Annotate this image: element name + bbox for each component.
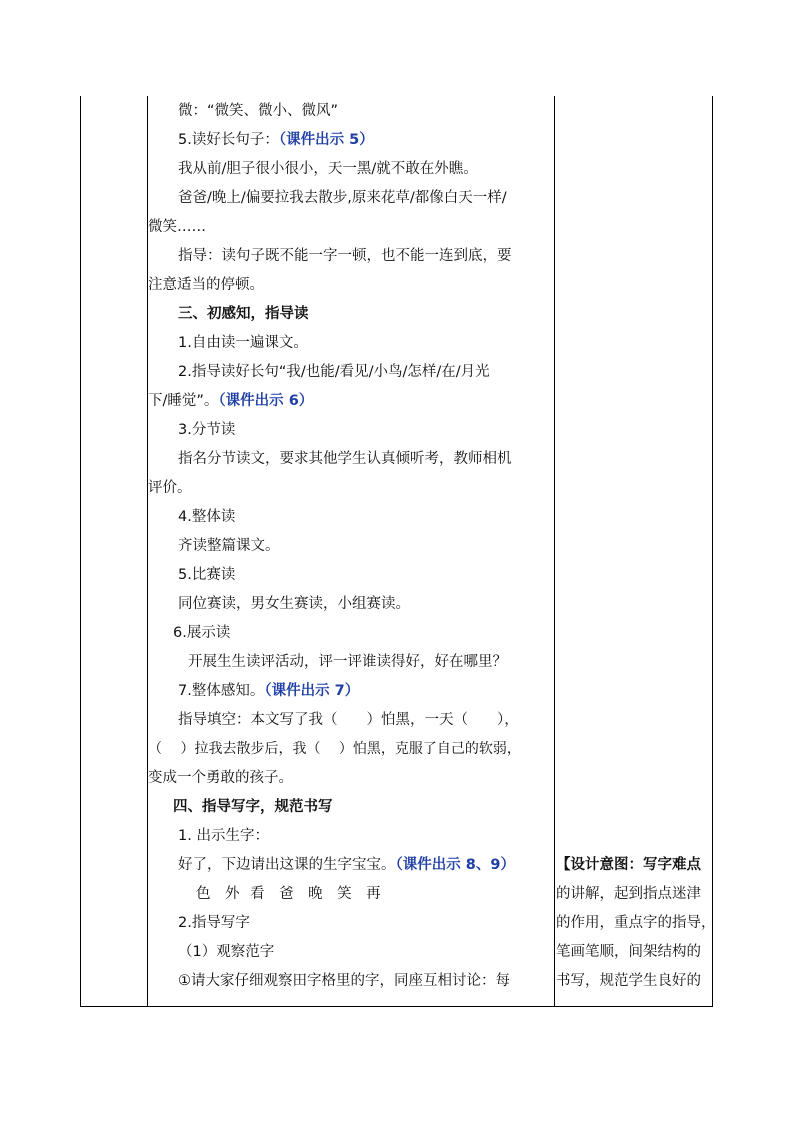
text-line: 5.比赛读: [178, 567, 236, 583]
section-heading: 三、初感知，指导读: [178, 306, 309, 322]
text-line: 2.指导写字: [178, 915, 250, 931]
text-line: （ ）拉我去散步后，我（ ）怕黑，克服了自己的软弱，: [148, 741, 521, 757]
text-line: 微笑……: [148, 219, 206, 235]
text-line: 下/睡觉”。（课件出示 6）: [148, 393, 314, 409]
courseware-note: （课件出示 8、9）: [395, 857, 515, 873]
text-line: 齐读整篇课文。: [178, 538, 280, 554]
text-line: 好了，下边请出这课的生字宝宝。（课件出示 8、9）: [178, 857, 515, 873]
new-characters: 色 外 看 爸 晚 笑 再: [196, 886, 381, 902]
text-line: 变成一个勇敢的孩子。: [148, 770, 293, 786]
text-line: 评价。: [148, 480, 192, 496]
text-line: 指导：读句子既不能一字一顿，也不能一连到底，要: [178, 248, 512, 264]
text-line: 2.指导读好长句“我/也能/看见/小鸟/怎样/在/月光: [178, 364, 490, 380]
text-line: 1.自由读一遍课文。: [178, 335, 308, 351]
lesson-plan-table: [80, 96, 716, 1007]
courseware-note: （课件出示 5）: [278, 132, 374, 148]
courseware-note: （课件出示 6）: [218, 393, 314, 409]
design-intent-column: [554, 96, 716, 1007]
text-line: 3.分节读: [178, 422, 236, 438]
text-line: 我从前/胆子很小很小，天一黑/就不敢在外瞧。: [178, 161, 478, 177]
text-line: 指名分节读文，要求其他学生认真倾听考，教师相机: [178, 451, 512, 467]
text-line: 微：“微笑、微小、微风”: [178, 103, 339, 119]
text-line: （1）观察范字: [178, 944, 275, 960]
text-line: 指导填空：本文写了我（ ）怕黑，一天（ ），: [178, 712, 519, 728]
side-note-line: 书写，规范学生良好的: [556, 973, 701, 989]
text-line: ①请大家仔细观察田字格里的字，同座互相讨论：每: [178, 973, 510, 989]
side-note-line: 的讲解，起到指点迷津: [556, 886, 701, 902]
table-right-border: [712, 96, 713, 1007]
text-line: 4.整体读: [178, 509, 236, 525]
text-line: 7.整体感知。（课件出示 7）: [178, 683, 360, 699]
text-line: 注意适当的停顿。: [148, 277, 264, 293]
text-line: 同位赛读，男女生赛读，小组赛读。: [178, 596, 410, 612]
side-note-line: 的作用，重点字的指导，: [556, 915, 716, 931]
side-note-line: 笔画笔顺，间架结构的: [556, 944, 701, 960]
text-line: 爸爸/晚上/偏要拉我去散步,原来花草/都像白天一样/: [178, 190, 507, 206]
text-line: 开展生生读评活动，评一评谁读得好，好在哪里？: [188, 654, 507, 670]
text-line: 5.读好长句子：（课件出示 5）: [178, 132, 374, 148]
side-note-line: 【设计意图：写字难点: [556, 857, 701, 873]
text-line: 6.展示读: [173, 625, 231, 641]
section-heading: 四、指导写字，规范书写: [173, 799, 333, 815]
table-left-border: [80, 96, 81, 1007]
courseware-note: （课件出示 7）: [264, 683, 360, 699]
text-line: 1. 出示生字：: [178, 828, 269, 844]
